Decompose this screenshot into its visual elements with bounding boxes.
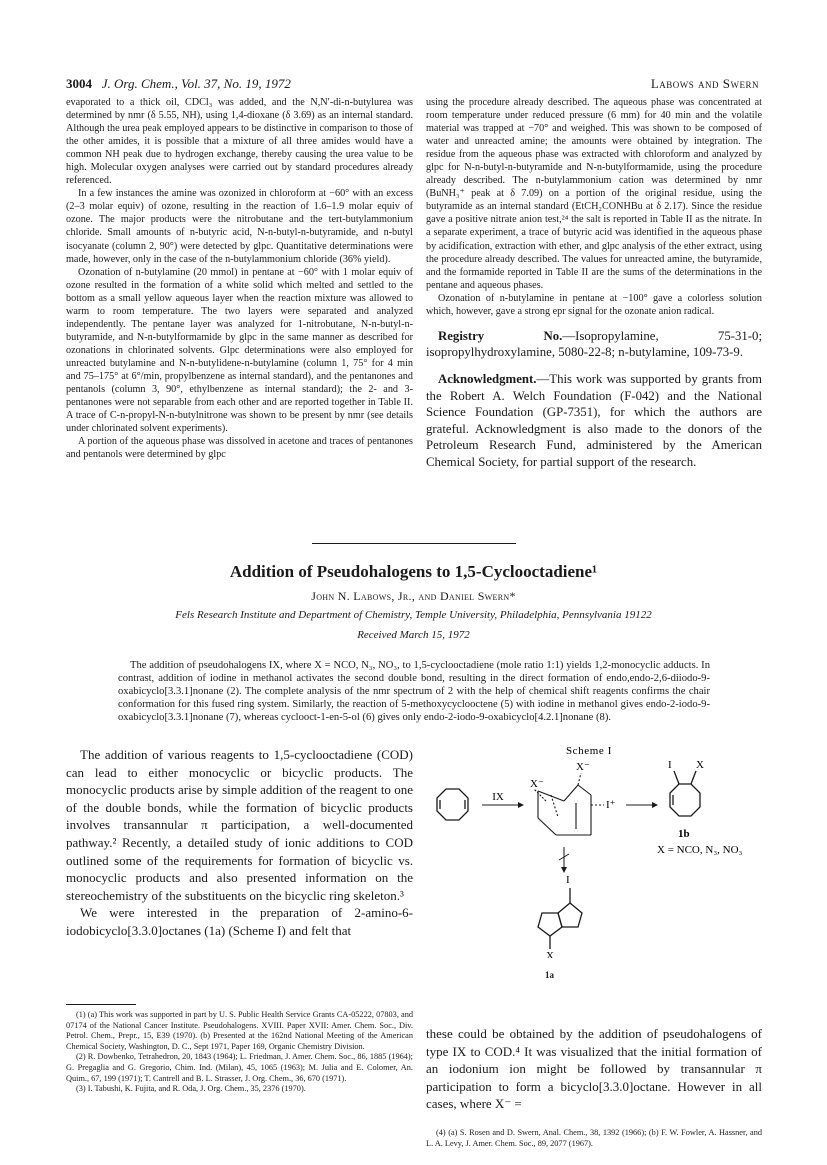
abstract: The addition of pseudohalogens IX, where X = NCO, N₃, NO₃, to 1,5-cyclooctadiene (mole ratio 1:1) yields 1,2-monocyclic adducts. In contrast, addition of iodine in methanol activates the second double bond, resulting in the direct formation of endo,endo-2,6-diiodo-9-oxabicyclo[3.3.1]nonane (2). The complete analysis of the nmr spectrum of 2 with the help of chemical shift reagents confirms the chair conformation for this fused ring system. Similarly, the reaction of 5-methoxycyclooctene (5) with iodine in methanol gives endo-2-iodo-9-oxabicyclo[3.3.1]nonane (7), whereas cyclooct-1-en-5-ol (6) gives only endo-2-iodo-9-oxabicyclo[4.2.1]nonane (8). xyxy=(118,660,710,724)
paragraph: Ozonation of n-butylamine in pentane at −100° gave a colorless solution which, however, gave a strong epr signal for the ozonate anion radical. xyxy=(426,292,762,317)
received-date: Received March 15, 1972 xyxy=(357,629,470,641)
registry-numbers xyxy=(426,328,762,361)
paragraph: We were interested in the preparation of 2-amino-6-iodobicyclo[3.3.0]octanes (1a) (Scheme I) and felt that xyxy=(66,905,413,938)
x-minus-label-top: X⁻ xyxy=(576,761,590,773)
paragraph: Ozonation of n-butylamine (20 mmol) in pentane at −60° with 1 molar equiv of ozone resulted in the formation of a white solid which melted and settled to the bottom as a small yellow aqueous layer when the reaction mixture was allowed to warm to room temperature. The two layers were separated and analyzed independently. The pentane layer was analyzed for 1-nitrobutane, N-n-butyl-n-butyramide, and N-n-butylformamide by glpc in the same manner as described for ozonations in chlorinated solvents. Glpc determinations were also employed for unreacted butylamine and N-n-butylidene-n-butylamine (column 1, 75° for 4 min and 75–175° at 6°/min, propylbenzene as internal standard), and the pentanones and pentanols (column 3, 90°, ethylbenzene as internal standard); the 2- and 3-pentanones were not separable from each other and are reported together in Table II. A trace of C-n-propyl-N-n-butylnitrone was shown to be present by nmr (see details under chlorinated solvent experiments). xyxy=(66,266,413,435)
compound-1a-label: 1a xyxy=(545,970,554,980)
previous-article-right-column xyxy=(426,96,762,471)
reagent-label: IX xyxy=(492,791,504,803)
product-1b-structure xyxy=(670,771,700,816)
body-left-column xyxy=(66,746,413,940)
page-number: 3004 xyxy=(66,76,92,91)
scheme-title: Scheme I xyxy=(565,745,613,757)
footnote: (2) R. Dowbenko, Tetrahedron, 20, 1843 (1964); L. Friedman, J. Amer. Chem. Soc., 86, 1885 (1964); G. Pregaglia and G. Gregorio, Chim. Ind. (Milan), 45, 1065 (1963); M. Julia and E. Colomer, An. Quim., 67, 199 (1971); T. Cantrell and B. L. Strasser, J. Org. Chem., 36, 670 (1971). xyxy=(66,1052,413,1083)
body-right-column: these could be obtained by the addition of pseudohalogens of type IX to COD.⁴ It was visualized that the initial formation of an iodonium ion might be followed by transannular π participation to form a bicyclo[3.3.0]octane. However in all cases, where X⁻ = xyxy=(426,1026,762,1112)
previous-article-left-column xyxy=(66,96,413,461)
footnote-right: (4) (a) S. Rosen and D. Swern, Anal. Chem., 38, 1392 (1966); (b) F. W. Fowler, A. Hassner, and L. A. Levy, J. Amer. Chem. Soc., 89, 2077 (1967). xyxy=(426,1128,762,1148)
paragraph: The addition of various reagents to 1,5-cyclooctadiene (COD) can lead to either monocyclic or bicyclic products. The monocyclic products arise by simple addition of the reagent to one of the double bonds, while the formation of bicyclic products involves transannular π participation, a well-documented pathway.² Recently, a detailed study of ionic additions to COD outlined some of the requirements for formation of bicyclic vs. monocyclic products and also presented information on the stereochemistry of the substituents on the bicyclic ring skeleton.³ xyxy=(66,747,413,903)
registry-text: —Isopropylamine, 75-31-0; isopropylhydroxylamine, 5080-22-8; n-butylamine, 109-73-9. xyxy=(426,328,762,360)
running-head: Labows and Swern xyxy=(650,76,759,91)
paragraph: In a few instances the amine was ozonized in chloroform at −60° with an excess (2–3 molar equiv) of ozone, resulting in the reaction of 1.6–1.9 molar equiv of ozone. The major products were the nitrobutane and the tert-butylammonium chloride. Small amounts of n-butyric acid, N-n-butyl-n-butyramide, and n-butyl isocyanate (column 2, 90°) were detected by glpc. Quantitative determinations were made, however, only in the case of the n-butylammonium chloride (36% yield). xyxy=(66,188,413,265)
article-title: Addition of Pseudohalogens to 1,5-Cyclooctadiene¹ xyxy=(229,562,598,581)
footnotes-left xyxy=(66,1010,413,1095)
footnote: (3) I. Tabushi, K. Fujita, and R. Oda, J. Org. Chem., 35, 2376 (1970). xyxy=(76,1084,306,1094)
x-minus-label: X⁻ xyxy=(530,778,544,790)
article-authors: John N. Labows, Jr., and Daniel Swern* xyxy=(311,589,516,603)
article-affiliation: Fels Research Institute and Department of Chemistry, Temple University, Philadelphia, Pennsylvania 19122 xyxy=(175,609,652,621)
bicyclic-iodo-label: I xyxy=(566,874,570,886)
arrow-head xyxy=(561,867,567,873)
footnote-rule xyxy=(66,1004,136,1005)
arrow-head xyxy=(518,802,524,808)
page-header-left xyxy=(66,76,291,92)
paragraph: A portion of the aqueous phase was dissolved in acetone and traces of pentanones and pentanols were determined by glpc xyxy=(66,436,413,461)
iodonium-label: I⁺ xyxy=(606,799,616,811)
acknowledgment-text: —This work was supported by grants from the Robert A. Welch Foundation (F-042) and the National Science Foundation (GP-7351), for which the authors are grateful. Acknowledgment is also made to the donors of the Petroleum Research Fund, administered by the American Chemical Society, for partial support of the research. xyxy=(426,371,762,469)
scheme-i-diagram xyxy=(426,743,762,958)
product-1a-structure xyxy=(538,888,582,949)
paragraph: evaporated to a thick oil, CDCl₃ was added, and the N,N′-di-n-butylurea was determined by nmr (δ 5.55, NH), using 1,4-dioxane (δ 3.69) as an internal standard. Although the urea peak employed appears to be distinctive in comparison to those of the other amides, it is possible that a mixture of all three amides would have a common NH peak due to hydrogen exchange, thereby causing the urea value to be high. Molecular oxygen analyses were carried out by standard procedures already referenced. xyxy=(66,97,413,187)
footnote: (1) (a) This work was supported in part by U. S. Public Health Service Grants CA-05222, 07803, and 07174 of the National Cancer Institute. Pseudohalogens. XVIII. Paper XVII: Amer. Chem. Soc., Div. Petrol. Chem., Prepr., 15, E39 (1970). (b) Presented at the 162nd National Meeting of the American Chemical Society, Washington, D. C., Sept 1971, Paper 169, Organic Chemistry Division. xyxy=(66,1010,413,1051)
iodonium-intermediate-structure xyxy=(534,773,604,835)
x-definition: X = NCO, N₃, NO₃ xyxy=(657,844,743,856)
product-iodo-label: I xyxy=(668,759,672,771)
cyclooctadiene-structure xyxy=(437,789,468,820)
product-x-label: X xyxy=(696,759,704,771)
bicyclic-x-label: X xyxy=(546,950,554,958)
article-separator-rule xyxy=(312,543,516,544)
journal-citation: J. Org. Chem., Vol. 37, No. 19, 1972 xyxy=(101,76,291,91)
acknowledgment-label: Acknowledgment. xyxy=(438,371,537,386)
compound-1b-label: 1b xyxy=(678,828,690,840)
acknowledgment xyxy=(426,371,762,471)
paragraph: using the procedure already described. The aqueous phase was concentrated at room temperature under reduced pressure (6 mm) for 40 min and the volatile material was trapped at −70° and weighed. This was shown to be composed of water and unreacted amine; the amounts were obtained by integration. The residue from the aqueous phase was extracted with chloroform and analyzed by glpc for N-n-butyl-n-butyramide and N-n-butylformamide, using the procedure already described. The n-butylammonium cation was determined by nmr (BuNH₃⁺ peak at δ 7.09) on a portion of the original residue, using the butyramide as an internal standard (EtCH₂CONHBu at δ 2.17). Since the residue gave a positive nitrate anion test,²⁴ the salt is reported in Table II as the nitrate. In a separate experiment, a trace of butyric acid was identified in the aqueous phase by acidification, extraction with ether, and glpc analysis of the ether extract, using the procedure already described. The values for unreacted amine, the butyramide, and the formamide reported in Table II are the sums of the determinations in the pentane and aqueous phases. xyxy=(426,97,762,291)
arrow-head xyxy=(652,802,658,808)
registry-label: Registry No. xyxy=(438,328,563,343)
